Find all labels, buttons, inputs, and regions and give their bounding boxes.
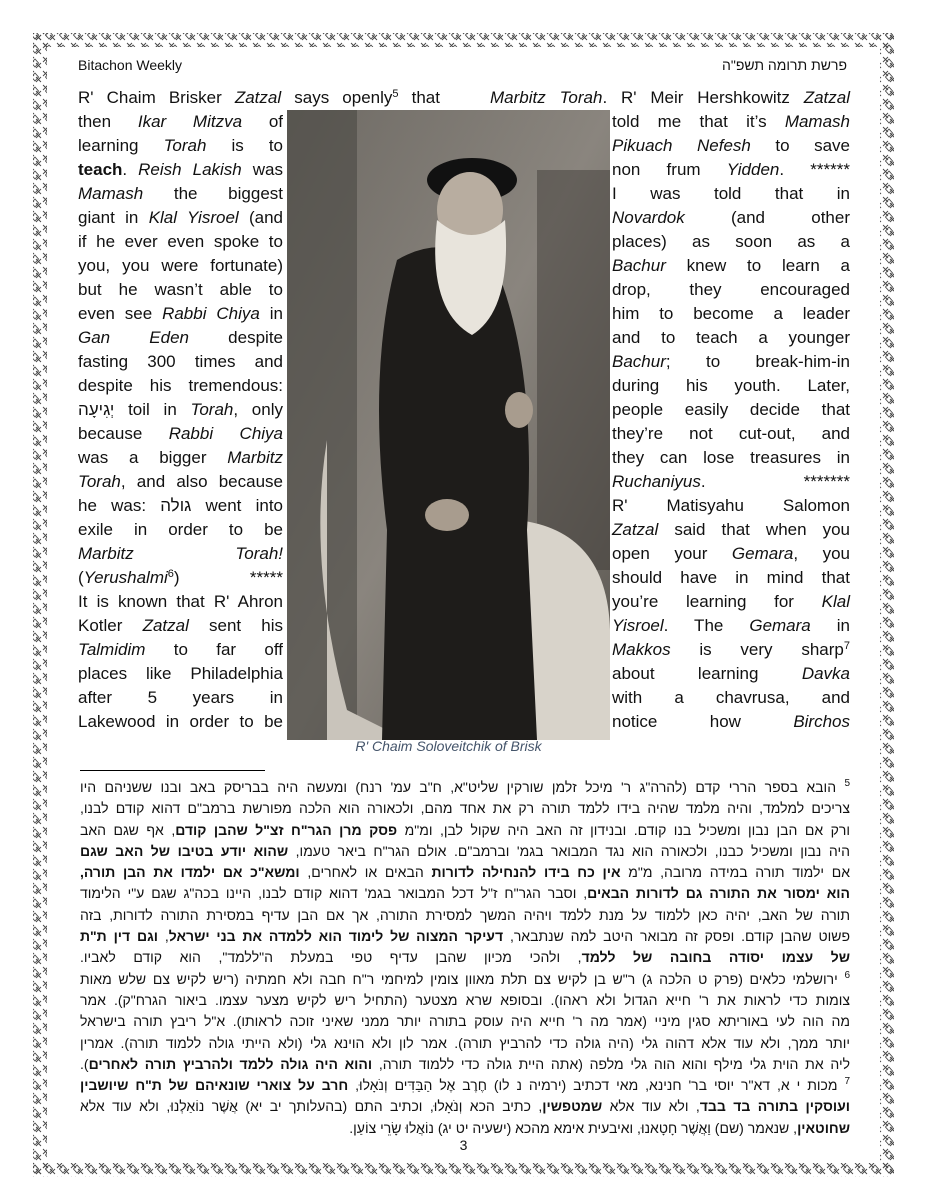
text-span: הובא בספר הררי קדם (להרה"ג ר' מיכל זלמן שורקין שליט"א, ח"ב עמ' רנח) ומעשה היה בבריסק באב ובנו ששניהם היו (80, 779, 845, 795)
text-line (78, 614, 283, 638)
text-span: פשוט שהבן קודם. ופסק זה מבואר היטב למה שנתבאר, (503, 928, 851, 945)
text-span: Torah (78, 472, 121, 491)
text-span: with a chavrusa, and (612, 688, 850, 707)
text-line (490, 86, 850, 110)
right-text-column (490, 86, 850, 734)
text-span: Torah (190, 400, 234, 419)
text-span: should have in mind that (612, 568, 850, 587)
text-span: וגם דין ת"ת (80, 928, 159, 945)
text-span: Novardok (612, 208, 685, 227)
text-span: said that when you (658, 520, 850, 539)
text-line (78, 374, 283, 398)
text-span: Pikuach Nefesh (612, 136, 751, 155)
text-line (80, 841, 850, 862)
text-line (612, 566, 850, 590)
text-span: he was: גולה went into (78, 496, 283, 515)
text-span: שחוטאין (797, 1119, 850, 1136)
text-span: מה הוה לעי באוריתא סגין מיניי (אמר מה ר' חייא היה עוסק בתורה יותר ממני שאיני זוכה לראותו). א"ל ריבץ תורה בישראל (80, 1013, 850, 1030)
text-line (612, 278, 850, 302)
footnote-ref: 6 (844, 969, 850, 981)
text-span: יְגִיעָה toil in (78, 400, 191, 419)
text-line (78, 422, 283, 446)
text-span: פסק מרן הגר"ח זצ"ל שהבן קודם (175, 821, 398, 838)
text-span: הוא ימסור את התורה גם לדורות הבאים (587, 885, 850, 902)
text-line (80, 990, 850, 1011)
parsha-title: פרשת תרומה תשפ"ה (722, 57, 847, 73)
text-line (78, 206, 283, 230)
text-line (78, 182, 283, 206)
text-span: was (241, 160, 283, 179)
text-span: Kotler (78, 616, 143, 635)
text-span: because (78, 424, 169, 443)
text-span: Klal Yisroel (148, 208, 239, 227)
text-span: during his youth. Later, (612, 376, 850, 395)
text-span: Torah (163, 136, 207, 155)
text-line (78, 686, 283, 710)
text-span: notice how (612, 712, 794, 731)
text-span: exile in order to be (78, 520, 283, 539)
text-span: is to (206, 136, 283, 155)
text-span: היה נבון ומשכיל כבנו, ולכאורה הוא נגד המבואר בגמ' וברמב"ם. אולם הגר"ח ביאר טעמו, (288, 842, 851, 859)
text-span: , you (793, 544, 850, 563)
text-span: הבאים או לאחרים, (299, 864, 432, 881)
text-line (612, 662, 850, 686)
text-line (612, 374, 850, 398)
text-line (78, 590, 283, 614)
text-line (612, 230, 850, 254)
text-span: in (810, 616, 850, 635)
page-number: 3 (459, 1137, 468, 1153)
text-span: שמטפשין (542, 1098, 603, 1115)
text-line (80, 1011, 850, 1032)
text-line (612, 182, 850, 206)
text-line (612, 158, 850, 182)
text-span: . R' Meir Hershkowitz (602, 88, 804, 107)
text-span: Gan Eden (78, 328, 190, 347)
footnotes (80, 777, 850, 1139)
text-span: יותר ממך, ולא עוד אלא דהוה גלי (היה גולה כדי להרביץ תורה). אמר לון ולא הוינא גלי (ולא הייתי גולה ללמוד תורה). אמרין (80, 1034, 850, 1051)
text-line (80, 1096, 850, 1117)
text-line (78, 638, 283, 662)
text-span: והוא היה גולה ללמד ולהרביץ תורה לאחרים (88, 1055, 373, 1072)
text-span: despite his tremendous: (78, 376, 283, 395)
text-span: places like Philadelphia (78, 664, 283, 683)
text-line (612, 494, 850, 518)
text-span: Yerushalmi (83, 568, 168, 587)
text-line (612, 590, 850, 614)
text-span: חרב על צוארי שונאיהם של ת"ח שיושבין (80, 1077, 349, 1094)
text-span: they can lose treasures in (612, 448, 850, 467)
text-span: אם ילמוד תורה במידה מרובה, מ"מ (620, 864, 851, 881)
text-span: Marbitz (227, 448, 283, 467)
text-span: Yisroel (612, 616, 664, 635)
text-line (78, 134, 283, 158)
text-line (612, 302, 850, 326)
text-span: him to become a leader (612, 304, 850, 323)
text-line (612, 710, 850, 734)
text-span: places) as soon as a (612, 232, 850, 251)
text-line (78, 326, 283, 350)
text-span: giant in (78, 208, 149, 227)
text-span: drop, they encouraged (612, 280, 850, 299)
text-span: Gemara (749, 616, 811, 635)
text-span: Lakewood in order to be (78, 712, 283, 731)
text-span: Zatzal (612, 520, 659, 539)
text-span: ירושלמי כלאים (פרק ט הלכה ג) ר"ש בן לקיש צם תלת מאוון צומין למיחמי ר"ח חבה ולא חמתיה (ריש לקיש צם שלש מאות (80, 970, 845, 987)
text-span: Davka (801, 664, 850, 683)
text-span: people easily decide that (612, 400, 850, 419)
text-span: ) ***** (173, 568, 283, 587)
footnote-ref: 7 (844, 1076, 850, 1088)
footnote-ref: 5 (844, 778, 850, 789)
text-span: they’re not cut-out, and (612, 424, 850, 443)
text-span: the biggest (143, 184, 283, 203)
text-line (612, 422, 850, 446)
text-span: non frum (612, 160, 727, 179)
text-line (612, 254, 850, 278)
footnote-separator (80, 770, 265, 771)
text-span: Gemara (731, 544, 794, 563)
text-span: Zatzal (142, 616, 189, 635)
text-span: . ****** (779, 160, 850, 179)
text-span: despite (189, 328, 284, 347)
text-span: Mamash (784, 112, 850, 131)
text-line (80, 883, 850, 904)
left-text-column (78, 86, 440, 734)
text-span: to save (750, 136, 850, 155)
text-line (78, 278, 283, 302)
text-span: ; to break-him-in (665, 352, 850, 371)
text-line (612, 446, 850, 470)
text-span: after 5 years in (78, 688, 283, 707)
text-span: צריכים למלמד, והיה מלמד שהיה בידו ללמד תורה רק את אחד מהם, ולכאורה הוא הלכה מפורשת ברמב"ם דהוא קודם לבנו, (80, 800, 850, 817)
text-line (78, 158, 283, 182)
text-span: Talmidim (78, 640, 146, 659)
text-line (612, 518, 850, 542)
text-span: Yidden (726, 160, 780, 179)
text-line (80, 1033, 850, 1054)
text-span: you’re learning for (612, 592, 822, 611)
text-line (78, 494, 283, 518)
text-line (78, 542, 283, 566)
text-span: Klal (821, 592, 850, 611)
text-line (78, 302, 283, 326)
text-span: I was told that in (612, 184, 850, 203)
text-span: Rabbi Chiya (162, 304, 260, 323)
text-line (78, 710, 283, 734)
text-span: , and also because (120, 472, 283, 491)
text-span: ועוסקין בתורה בד בבד (699, 1098, 850, 1115)
text-span: , ולהכי מכיון שהבן עדיף טפי במעלת ה"ללמד", הוא קודם לאביו. (80, 949, 582, 966)
text-span: (and other (684, 208, 850, 227)
text-line (80, 862, 850, 883)
text-span: Reish Lakish (138, 160, 242, 179)
text-span: is very sharp (670, 640, 844, 659)
text-span: Ikar Mitzva (137, 112, 243, 131)
text-line (80, 969, 850, 990)
text-line (612, 110, 850, 134)
text-span: . ******* (700, 472, 850, 491)
text-span: ). (80, 1055, 89, 1072)
text-line (80, 947, 850, 968)
text-span: Marbitz Torah! (78, 544, 283, 563)
text-line (612, 326, 850, 350)
text-span: but he wasn’t able to (78, 280, 283, 299)
text-line (78, 470, 283, 494)
text-span: ורק אם הבן נבון ומשכיל בנו קודם. ובנידון זה האב היה שקול לבן, ומ"מ (397, 821, 851, 838)
text-span: . The (663, 616, 750, 635)
text-span: אין כח בידו להנחילה לדורות (431, 864, 621, 881)
text-line (612, 614, 850, 638)
portrait-photo (287, 110, 610, 740)
text-span: open your (612, 544, 732, 563)
text-span: Marbitz Torah (490, 88, 603, 107)
text-line (78, 566, 283, 590)
text-span: teach (78, 160, 123, 179)
text-span: then (78, 112, 138, 131)
text-span: sent his (188, 616, 284, 635)
text-line (78, 518, 283, 542)
text-line (78, 86, 440, 110)
text-span: . (122, 160, 139, 179)
text-line (612, 470, 850, 494)
text-span: R' Chaim Brisker (78, 88, 235, 107)
text-line (78, 254, 283, 278)
text-span: , כתיב הכא וְנֹאָלוּ, וכתיב התם (בהעלותך יב יא) אֲשֶׁר נוֹאַלְנוּ, ולא עוד אלא (80, 1098, 543, 1115)
text-span: Zatzal (234, 88, 282, 107)
text-span: Birchos (793, 712, 850, 731)
text-span: in (259, 304, 283, 323)
text-span: , ולא עוד אלא (602, 1098, 700, 1115)
text-line (80, 1054, 850, 1075)
text-span: that (398, 88, 440, 107)
text-line (612, 638, 850, 662)
text-span: , only (233, 400, 283, 419)
text-span: Rabbi Chiya (168, 424, 284, 443)
text-span: to far off (145, 640, 283, 659)
text-span: Bachur (612, 352, 666, 371)
text-span: It is known that R' Ahron (78, 592, 283, 611)
text-line (78, 662, 283, 686)
text-span: של עצמו יסודה בחובה של ללמד (581, 949, 850, 966)
text-line (80, 926, 850, 947)
text-span: (and (238, 208, 284, 227)
text-span: ומשא"כ אם ילמדו את הבן תורה, (80, 864, 300, 881)
text-span: , (158, 928, 169, 945)
text-span: of (242, 112, 283, 131)
photo-caption: R' Chaim Soloveitchik of Brisk (355, 738, 542, 754)
text-line (80, 1118, 850, 1139)
text-span: מכות י א, דא"ר יוסי בר' חנינא, מאי דכתיב (ירמיה נ לו) חֶרֶב אֶל הַבַּדִּים וְנֹאָלוּ, (348, 1077, 845, 1094)
text-line (612, 686, 850, 710)
text-span: you, you were fortunate) (78, 256, 283, 275)
text-line (612, 350, 850, 374)
text-line (80, 777, 850, 798)
text-span: was a bigger (78, 448, 228, 467)
text-span: says openly (281, 88, 393, 107)
text-span: , וסבר הגר"ח ז"ל דכל המבואר בגמ' דהוא קודם לבנו, היינו בכה"ג שגם ע"י הלימוד (80, 885, 588, 902)
text-line (80, 820, 850, 841)
text-line (78, 110, 283, 134)
text-line (80, 1075, 850, 1096)
text-span: , אף שגם האב (80, 821, 176, 838)
text-span: Ruchaniyus (612, 472, 701, 491)
text-span: learning (78, 136, 164, 155)
text-line (78, 446, 283, 470)
text-span: knew to learn a (665, 256, 850, 275)
text-span: if he ever even spoke to (78, 232, 283, 251)
text-line (78, 398, 283, 422)
text-line (80, 905, 850, 926)
text-span: Mamash (78, 184, 144, 203)
text-span: even see (78, 304, 163, 323)
text-span: fasting 300 times and (78, 352, 283, 371)
text-span: , שנאמר (שם) וַאֲשֶׁר חָטָאנוּ, ואיבעית אימא מהכא (ישעיה יט יג) נוֹאֲלוּ שָׂרֵי צוֹעַן. (349, 1119, 798, 1136)
text-span: שהוא יודע בטיבו של האב שגם (80, 842, 289, 859)
text-span: Zatzal (803, 88, 850, 107)
text-span: and to teach a younger (612, 328, 850, 347)
text-line (612, 398, 850, 422)
text-line (78, 230, 283, 254)
text-span: ליה את הוית גלי מילף והוא הוה גלי מלפה (אתה היית גולה כדי ללמוד תורה, (372, 1055, 851, 1072)
text-line (80, 798, 850, 819)
text-line (612, 134, 850, 158)
footnote-ref: 5 (392, 88, 399, 100)
text-span: about learning (612, 664, 802, 683)
text-span: צומות כדי לראות את ר' חייא הגדול ולא ראהו). ובסופא שרא מצטער (התחיל ריש לקיש מצער עצמו. ביאור הגרח"ק). אמר (80, 991, 850, 1008)
text-span: ( (78, 568, 84, 587)
footnote-ref: 7 (843, 640, 850, 652)
text-span: Makkos (612, 640, 671, 659)
text-span: דעיקר המצוה של לימוד הוא ללמדה את בני ישראל (168, 928, 504, 945)
text-span: Bachur (612, 256, 666, 275)
newsletter-title: Bitachon Weekly (78, 57, 183, 73)
text-line (78, 350, 283, 374)
text-span: told me that it’s (612, 112, 785, 131)
text-line (612, 542, 850, 566)
text-line (612, 206, 850, 230)
text-span: תורה של האב, יהיה כאן ללמוד על מנת ללמד ויהיה המשך למסירת התורה, אך אם הבן עדיף במסירת התורה לדורות, בזה (80, 906, 850, 923)
text-span: R' Matisyahu Salomon (612, 496, 850, 515)
footnote-ref: 6 (167, 568, 174, 580)
